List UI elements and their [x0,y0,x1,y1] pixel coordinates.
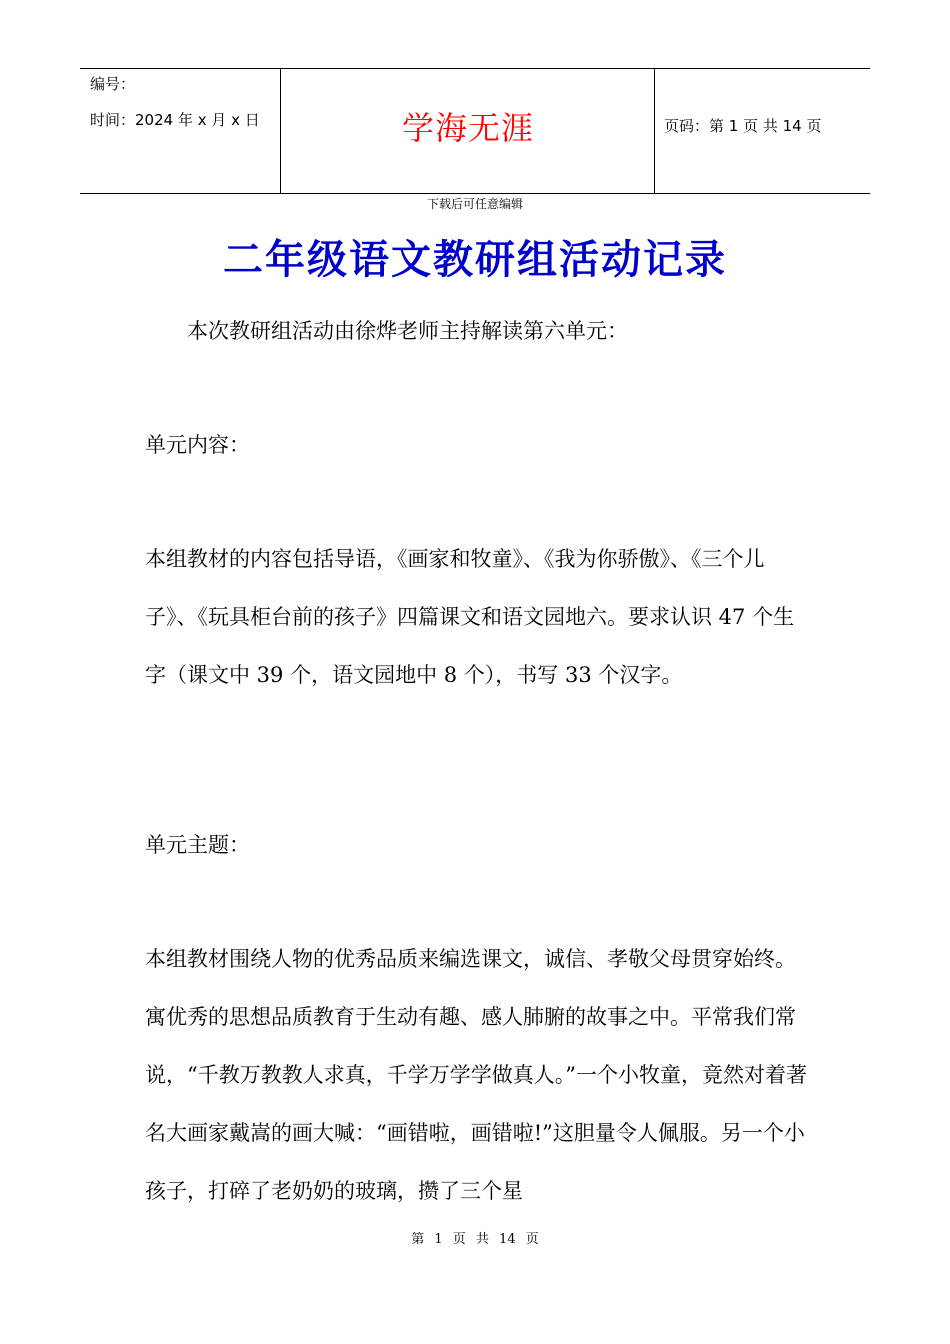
header-table [80,68,870,194]
document-title: 二年级语文教研组活动记录 [223,237,727,283]
section-body-theme: 本组教材围绕人物的优秀品质来编选课文，诚信、孝敬父母贯穿始终。寓优秀的思想品质教育于生动有趣、感人肺腑的故事之中。平常我们常说，“千教万教教人求真，千学万学学做真人。”一个小牧童，竟然对着著名大画家戴嵩的画大喊：“画错啦，画错啦!”这胆量令人佩服。另一个小孩子，打碎了老奶奶的玻璃，攒了三个星 [145,947,807,1203]
page-footer: 第 1 页 共 14 页 [411,1232,539,1247]
section-body-content: 本组教材的内容包括导语，《画家和牧童》、《我为你骄傲》、《三个儿子》、《玩具柜台前的孩子》四篇课文和语文园地六。要求认识 47 个生字（课文中 39 个，语文园地中 8 个），书写 33 个汉字。 [145,547,795,687]
intro-paragraph: 本次教研组活动由徐烨老师主持解读第六单元： [187,319,628,343]
page-count-label: 页码：第 1 页 共 14 页 [664,117,822,135]
brand-title: 学海无涯 [401,109,534,147]
time-label: 时间：2024 年 x 月 x 日 [90,111,260,129]
edit-note: 下载后可任意编辑 [426,197,523,211]
section-heading-content: 单元内容： [145,433,250,457]
section-heading-theme: 单元主题： [145,833,250,857]
number-label: 编号： [90,75,136,93]
